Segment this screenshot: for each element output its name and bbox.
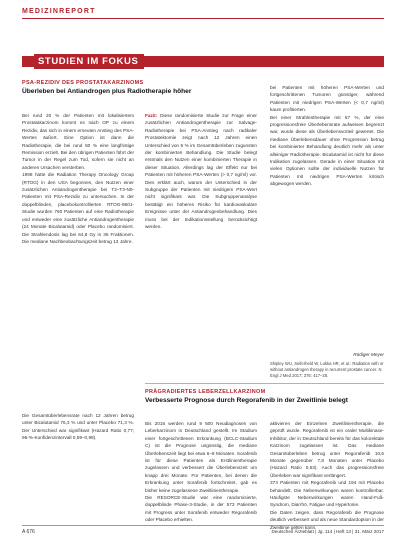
page-number: A 676 (22, 529, 35, 535)
top-rule (22, 18, 384, 19)
article1-body-1b: Die Gesamtüberlebensrate nach 12 Jahren betrug unter Bicalutamid 76,3 % und unter Placebo 71,3 %. Der Unterschied war signifikant (Hazard Ratio 0,77; 95-%-Konfidenzintervall 0,59–0,99). (22, 413, 134, 441)
section-banner-title: STUDIEN IM FOKUS (34, 54, 144, 69)
article2-headline: Verbesserte Prognose durch Regorafenib in der Zweitlinie belegt (145, 397, 348, 404)
article2-rule (145, 383, 384, 384)
article1-kicker: PSA-REZIDIV DES PROSTATAKARZINOMS (22, 80, 144, 86)
article1-column-1b (22, 412, 134, 522)
article1-body-1: Bei rund 20 % der Patienten mit lokalisiertem Prostatakarzinom kommt es nach OP zu einem Rezidiv, das sich in einem erneuten Anstieg des PSA-Wertes äußert. Eine Option ist dann die Radiotherapie, die bei rund 50 % eine langfristige Remission erzielt. Bei den übrigen Patienten führt der Tumor in der Regel zum Tod, sofern sie nicht an anderen Ursachen versterben. 1998 hatte die Radiation Therapy Oncology Group (RTOG) in den USA begonnen, den Nutzen einer zusätzlichen Antiandrogentherapie bei T2–T3-N0-Patienten mit PSA-Rezidiv zu untersuchen. In der doppelblinden, placebokontrollierten RTOG-9601-Studie wurden 760 Patienten auf eine Radiotherapie und entweder eine zusätzliche Antiandrogentherapie (24 Monate Bicalutamid) oder Placebo randomisiert. Die Strahlendosis lag bei 64,8 Gy in 36 Fraktionen. Die mediane Nachbeobachtungszeit betrug 13 Jahre. (22, 113, 134, 244)
journal-footer: Deutsches Ärzteblatt | Jg. 114 | Heft 13 | 31. März 2017 (271, 529, 384, 534)
article1-body-3: bei Patienten mit höheren PSA-Werten und fortgeschrittenen Tumoren günstiger, während Patienten mit niedrigen PSA-Werten (< 0,7 ng/ml) kaum profitierten. Bei einer Strahlentherapie mit 67 %, der eine progressionsfreie Überlebensrate aufweisen begrenzt war, wurde diese als Überlebensvorteil gewertet. Die mediane Überlebensdauer ohne Progression betrug bei kombinierter Behandlung deutlich mehr als unter alleiniger Radiotherapie. Bicalutamid ist nicht für diese Indikation zugelassen. Gerade in einer Situation mit vielen Optionen sollte der individuelle Nutzen für Patienten mit niedrigen PSA-Werten kritisch abgewogen werden. (270, 85, 384, 187)
article1-column-3 (270, 84, 384, 350)
article2-column-1 (145, 420, 257, 522)
footer-rule (22, 525, 384, 526)
article2-body-1: Bis 2016 werden rund 9 500 Neudiagnosen von Leberkarzinom in Deutschland gestellt. Im Stadium einer fortgeschrittenen Erkrankung (BCLC-Stadium C) ist die Prognose ungünstig, die mediane Überlebenszeit liegt bei etwa 6–8 Monaten. Sorafenib ist für diese Patienten als Erstlinientherapie zugelassen und verbessert die Überlebenszeit um knapp drei Monate. Für Patienten, bei denen die Erkrankung unter Sorafenib fortschreitet, gab es bisher keine zugelassene Zweitlinientherapie. Die RESORCE-Studie war eine randomisierte, doppelblinde Phase-3-Studie, in der 573 Patienten mit Progress unter Sorafenib entweder Regorafenib oder Placebo erhielten. (145, 421, 257, 523)
article1-reference: Shipley WU, Seiferheld W, Lukka HR, et al.: Radiation with or without antiandrogen therapy in recurrent prostate cancer. N Engl J Med 2017; 376: 417–28. (270, 361, 384, 378)
article1-signature: Rüdiger Meyer (353, 352, 384, 357)
article1-column-2 (145, 112, 257, 380)
article2-kicker: PRÄGRADIERTES LEBERZELLKARZINOM (145, 389, 266, 395)
article1-fazit: Fazit: Diese randomisierte Studie zur Frage einer zusätzlichen Antiandrogentherapie zur Salvage-Radiotherapie bei PSA-Anstieg nach radikaler Prostatektomie zeigt nach 12 Jahren einen Unterschied von 5 % im Gesamtüberleben zugunsten der kombinierten Behandlung. Die Studie belegt erstmals den Nutzen einer kombinierten Therapie in dieser Situation. Allerdings lag der Effekt nur bei Patienten mit höheren PSA-Werten (> 0,7 ng/ml) vor. Dies erklärt auch, warum der Unterschied in der Subgruppe der Patienten mit niedrigem PSA-Wert nicht signifikant war. Die Subgruppenanalyse bestätigt ein höheres Risiko für kardiovaskuläre Ereignisse unter der Antiandrogenbehandlung. Dies muss bei der Indikationsstellung berücksichtigt werden. (145, 113, 257, 230)
article2-column-2 (270, 420, 384, 530)
article2-body-2: aktivieren der Einzelnen Zweitlinientherapie, die geprüft wurde. Regorafenib ist ein oraler Multikinase-Inhibitor, der in Deutschland bereits für das kolorektale Karzinom zugelassen ist. Das mediane Gesamtüberleben betrug unter Regorafenib 10,6 Monate gegenüber 7,8 Monaten unter Placebo (Hazard Ratio 0,63). Auch das progressionsfreie Überleben war signifikant verlängert. 373 Patienten mit Regorafenib und 194 mit Placebo behandelt. Die Nebenwirkungen waren kontrollierbar. Häufigste Nebenwirkungen waren Hand-Fuß-Syndrom, Diarrhö, Fatigue und Hypertonie. Die Daten zeigen, dass Regorafenib die Prognose deutlich verbessert und als neue Standardoption in der Zweitlinie gelten kann. (270, 421, 384, 530)
section-label: MEDIZINREPORT (22, 8, 96, 15)
article1-column-1 (22, 112, 134, 412)
article1-headline: Überleben bei Antiandrogen plus Radiotherapie höher (22, 88, 192, 95)
